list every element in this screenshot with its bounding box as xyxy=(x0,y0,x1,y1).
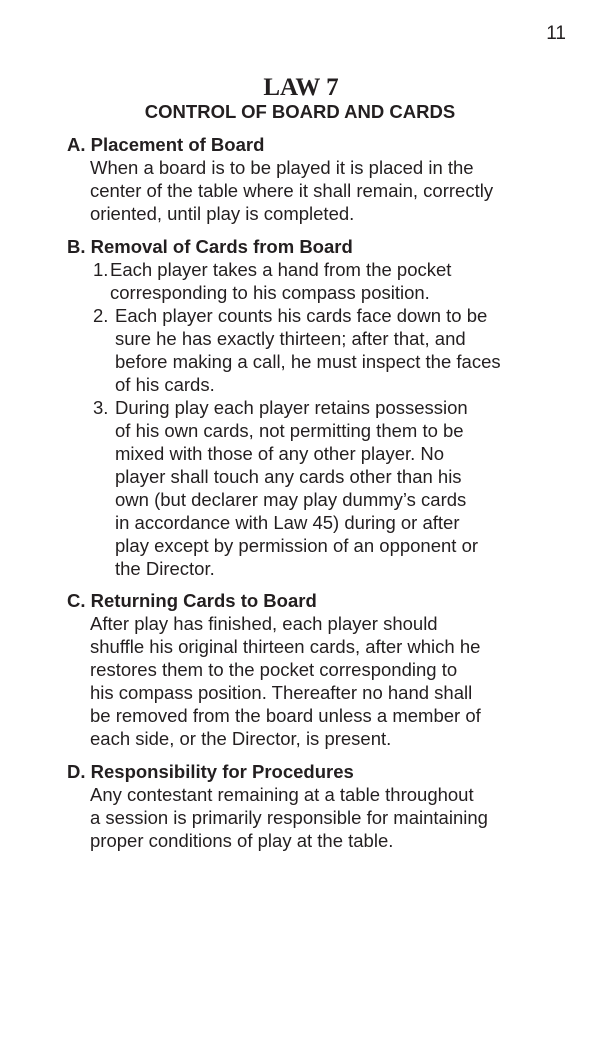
list-item-number: 3. xyxy=(93,397,109,418)
text-line: After play has finished, each player should xyxy=(90,613,438,634)
section-heading: D. Responsibility for Procedures xyxy=(67,761,354,782)
page-number: 11 xyxy=(546,23,566,44)
section-responsibility-for-procedures xyxy=(67,761,567,852)
section-returning-cards xyxy=(67,590,567,750)
text-line: mixed with those of any other player. No xyxy=(115,443,445,464)
list-item xyxy=(93,258,567,304)
section-heading: C. Returning Cards to Board xyxy=(67,590,317,611)
text-line: Any contestant remaining at a table throughout xyxy=(90,784,474,805)
section-heading: B. Removal of Cards from Board xyxy=(67,236,353,257)
text-line: Each player takes a hand from the pocket xyxy=(110,259,452,280)
text-line: of his cards. xyxy=(115,374,215,395)
section-placement-of-board xyxy=(67,134,567,225)
list-item-number: 1. xyxy=(93,259,109,280)
text-line: oriented, until play is completed. xyxy=(90,203,355,224)
text-line: player shall touch any cards other than his xyxy=(115,466,462,487)
text-line: center of the table where it shall remain, correctly xyxy=(90,180,494,201)
text-line: the Director. xyxy=(115,558,215,579)
text-line: play except by permission of an opponent or xyxy=(115,535,479,556)
list-item-number: 2. xyxy=(93,305,109,326)
text-line: of his own cards, not permitting them to be xyxy=(115,420,464,441)
text-line: a session is primarily responsible for maintaining xyxy=(90,807,488,828)
text-line: corresponding to his compass position. xyxy=(110,282,430,303)
text-line: each side, or the Director, is present. xyxy=(90,728,392,749)
text-line: restores them to the pocket corresponding to xyxy=(90,659,458,680)
text-line: his compass position. Thereafter no hand shall xyxy=(90,682,473,703)
text-line: own (but declarer may play dummy’s cards xyxy=(115,489,467,510)
text-line: in accordance with Law 45) during or after xyxy=(115,512,460,533)
law-title: LAW 7 xyxy=(263,74,339,101)
text-line: Each player counts his cards face down to be xyxy=(115,305,488,326)
law-subtitle: CONTROL OF BOARD AND CARDS xyxy=(144,101,456,122)
text-line: During play each player retains possession xyxy=(115,397,468,418)
section-body xyxy=(90,783,567,852)
section-removal-of-cards xyxy=(67,236,567,580)
text-line: be removed from the board unless a member of xyxy=(90,705,481,726)
text-line: shuffle his original thirteen cards, after which he xyxy=(90,636,481,657)
text-line: sure he has exactly thirteen; after that, and xyxy=(115,328,466,349)
list-item xyxy=(93,396,567,580)
list-item xyxy=(93,304,567,396)
text-line: When a board is to be played it is placed in the xyxy=(90,157,474,178)
section-heading: A. Placement of Board xyxy=(67,134,265,155)
section-body xyxy=(90,156,567,225)
text-line: proper conditions of play at the table. xyxy=(90,830,394,851)
section-body xyxy=(90,612,567,750)
text-line: before making a call, he must inspect the faces xyxy=(115,351,501,372)
